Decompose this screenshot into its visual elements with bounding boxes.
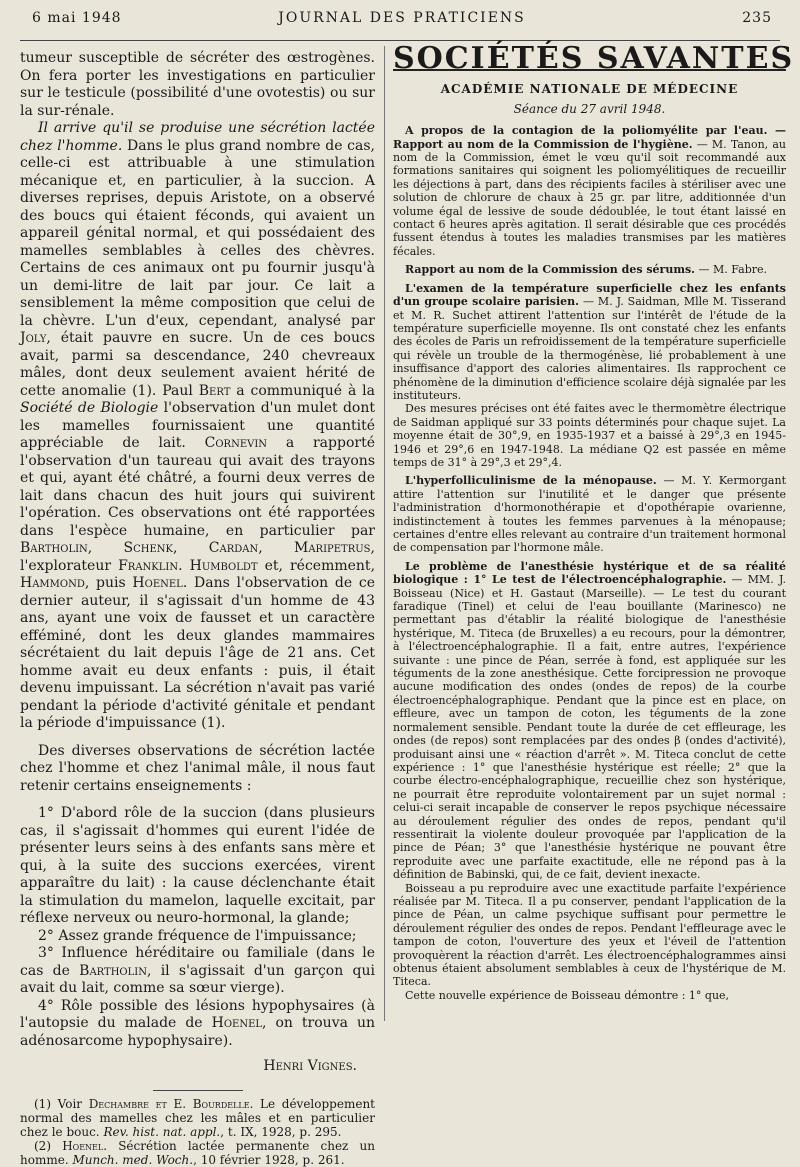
report-item: A propos de la contagion de la poliomyélite par l'eau. — Rapport au nom de la Commission de l'hygiène. — M. Tanon, au nom de la Commission, émet le vœu qu'il soit recommandé aux formations sanitaires qui soignent les poliomyélitiques de recueillir les déjections à part, dans des récipients faciles à stériliser avec une solution de chlorure de chaux à 25 gr. par litre, additionnée d'un volume égal de lessive de soude dédoublée, le tout étant laissé en contact 6 heures après agitation. Il serait désirable que ces procédés fussent étendus à toutes les maladies transmises par les matières fécales.: [393, 124, 787, 258]
report-item: L'examen de la température superficielle chez les enfants d'un groupe scolaire parisien. — M. J. Saidman, Mlle M. Tisserand et M. R. Suchet attirent l'attention sur l'intérêt de l'étude de la température superficielle moyenne. Ils ont constaté chez les enfants des écoles de Paris un refroidissement de la température superficielle qui révèle un trouble de la thermogénèse, lié probablement à une insuffisance d'apport des calories alimentaires. Ils rapprochent ce phénomène de la diminution d'efficience scolaire déjà signalée par les instituteurs.: [393, 281, 786, 402]
journal-title: JOURNAL DES PRATICIENS: [278, 10, 526, 26]
paragraph: 2° Assez grande fréquence de l'impuissance;: [38, 927, 357, 944]
paragraph: tumeur susceptible de sécréter des œstrogènes. On fera porter les investigations en particulier sur le testicule (possibilité d'une ovotestis) ou sur la sur-rénale.: [20, 50, 375, 119]
paragraph: Des diverses observations de sécrétion lactée chez l'homme et chez l'animal mâle, il nous faut retenir certains enseignements :: [20, 742, 375, 794]
paragraph: Des mesures précises ont été faites avec le thermomètre électrique de Saidman appliqué sur 33 points déterminés pour chaque sujet. La moyenne était de 30°,9, en 1935-1937 et a baissé à 29°,3 en 1945-1946 et 29°,6 en 1947-1948. La médiane Q2 est passée en même temps de 31° à 29°,3 et 29°,4.: [393, 402, 786, 469]
academy-heading: ACADÉMIE NATIONALE DE MÉDECINE: [440, 82, 739, 97]
running-header: [32, 10, 772, 34]
right-column: [393, 41, 795, 1002]
session-date: Séance du 27 avril 1948.: [513, 101, 666, 116]
report-item: Rapport au nom de la Commission des sérums. — M. Fabre.: [405, 263, 767, 277]
section-title: SOCIÉTÉS SAVANTES: [393, 41, 795, 76]
paragraph: Cette nouvelle expérience de Boisseau démontre : 1° que,: [405, 988, 730, 1002]
paragraph: Il arrive qu'il se produise une sécrétion lactée chez l'homme. Dans le plus grand nombre de cas, celle-ci est attribuable à une stimulation mécanique et, en particulier, à la succion. A diverses reprises, depuis Aristote, on a observé des boucs qui étaient féconds, qui avaient un appareil génital normal, et qui possédaient des mamelles semblables à celles des chèvres. Certains de ces animaux ont pu fournir jusqu'à un demi-litre de lait par jour. Ce lait a sensiblement la même composition que celui de la chèvre. L'un d'eux, cependant, analysé par Joly, était pauvre en sucre. Un de ces boucs avait, parmi sa descendance, 240 chevreaux mâles, dont deux seulement avaient hérité de cette anomalie (1). Paul Bert a communiqué à la Société de Biologie l'observation d'un mulet dont les mamelles fournissaient une quantité appréciable de lait. Cornevin a rapporté l'observation d'un taureau qui avait des trayons et qui, ayant été châtré, a fourni deux verres de lait dans chacun des huit jours qui suivirent l'opération. Ces observations ont été rapportées dans l'espèce humaine, en particulier par Bartholin, Schenk, Cardan, Maripetrus, l'explorateur Franklin. Humboldt et, récemment, Hammond, puis Hoenel. Dans l'observation de ce dernier auteur, il s'agissait d'un homme de 43 ans, ayant une voix de fausset et un caractère efféminé, dont les deux glandes mammaires sécrétaient du lait depuis l'âge de 21 ans. Cet homme avait eu deux enfants : puis, il était devenu impuissant. La sécrétion n'avait pas varié pendant la période d'activité génitale et pendant la période d'impuissance (1).: [20, 120, 376, 731]
column-divider: [384, 46, 385, 1021]
paragraph: 3° Influence héréditaire ou familiale (dans le cas de Bartholin, il s'agissait d'un garçon qui avait du lait, comme sa sœur vierge).: [20, 945, 375, 996]
paragraph: 4° Rôle possible des lésions hypophysaires (à l'autopsie du malade de Hoenel, on trouva un adénosarcome hypophysaire).: [20, 997, 375, 1049]
report-item: L'hyperfolliculinisme de la ménopause. — M. Y. Kermorgant attire l'attention sur l'inutilité et le danger que présente l'administration d'hormonothérapie et d'opothérapie ovarienne, indistinctement à toutes les femmes parvenues à la ménopause; certaines d'entre elles relevant au contraire d'un traitement hormonal de compensation par l'hormone mâle.: [393, 474, 786, 555]
report-item: Le problème de l'anesthésie hystérique et de sa réalité biologique : 1° Le test de l'électroencéphalographie. — MM. J. Boisseau (Nice) et H. Gastaut (Marseille). — Le test du courant faradique (Tinel) et celui de l'eau bouillante (Marinesco) ne permettant pas d'établir la réalité biologique de l'anesthésie hystérique, M. Titeca (de Bruxelles) a eu recours, pour la démontrer, à l'électroencéphalographie. Il a fait, entre autres, l'expérience suivante : une pince de Péan, serrée à fond, est appliquée sur les téguments de la zone anesthésique. Cette forcipression ne provoque aucune modification des ondes (ondes de repos) de la courbe électroencéphalographique. Pendant que la pince est en place, on effleure, avec un tampon de coton, les téguments de la zone normalement sensible. Pendant toute la durée de cet effleurage, les ondes (de repos) sont remplacées par des ondes β (ondes d'activité), produisant ainsi une « réaction d'arrêt ». M. Titeca conclut de cette expérience : 1° que l'anesthésie hystérique est réelle; 2° que la courbe électro-encéphalographique, recueillie chez son hystérique, ne pourrait être reproduite volontairement par un sujet normal : celui-ci serait incapable de conserver le repos psychique nécessaire au déroulement régulier des ondes de repos, pendant qu'il ressentirait la violente douleur provoquée par l'application de la pince de Péan; 3° que l'anesthésie hystérique ne pouvant être reproduite avec une parfaite exactitude, elle ne répond pas à la définition de Babinski, qui, de ce fait, devient inexacte.: [393, 559, 786, 882]
author-signature: Henri Vignes.: [263, 1058, 357, 1074]
issue-date: 6 mai 1948: [32, 10, 122, 26]
footnote: (1) Voir Dechambre et E. Bourdelle. Le développement normal des mamelles chez les mâles et en particulier chez le bouc. Rev. hist. nat. appl., t. IX, 1928, p. 295.: [20, 1096, 375, 1139]
paragraph: Boisseau a pu reproduire avec une exactitude parfaite l'expérience réalisée par M. Titeca. Il a pu conserver, pendant l'application de la pince de Péan, un calme psychique suffisant pour permettre le déroulement régulier des ondes de repos. Pendant l'effleurage avec le tampon de coton, l'ouverture des yeux et l'éveil de l'attention provoquèrent la réaction d'arrêt. Les électroencéphalogrammes ainsi obtenus étaient absolument semblables à ceux de l'hystérique de M. Titeca.: [393, 881, 786, 989]
italic-lead: Il arrive qu'il se produise une sécrétion lactée chez l'homme.: [20, 120, 375, 154]
footnote-rule: [153, 1090, 243, 1091]
paragraph: 1° D'abord rôle de la succion (dans plusieurs cas, il s'agissait d'hommes qui eurent l'idée de présenter leurs seins à des enfants sans mère et qui, à la suite des succions exercées, virent apparaître du lait) : la cause déclenchante était la stimulation du mamelon, laquelle excitait, par réflexe nerveux ou neuro-hormonal, la glande;: [20, 805, 375, 926]
left-column: [20, 50, 375, 1167]
page-number: 235: [742, 10, 772, 26]
footnote: (2) Hoenel. Sécrétion lactée permanente chez un homme. Munch. med. Woch., 10 février 1928, p. 261.: [20, 1138, 376, 1167]
